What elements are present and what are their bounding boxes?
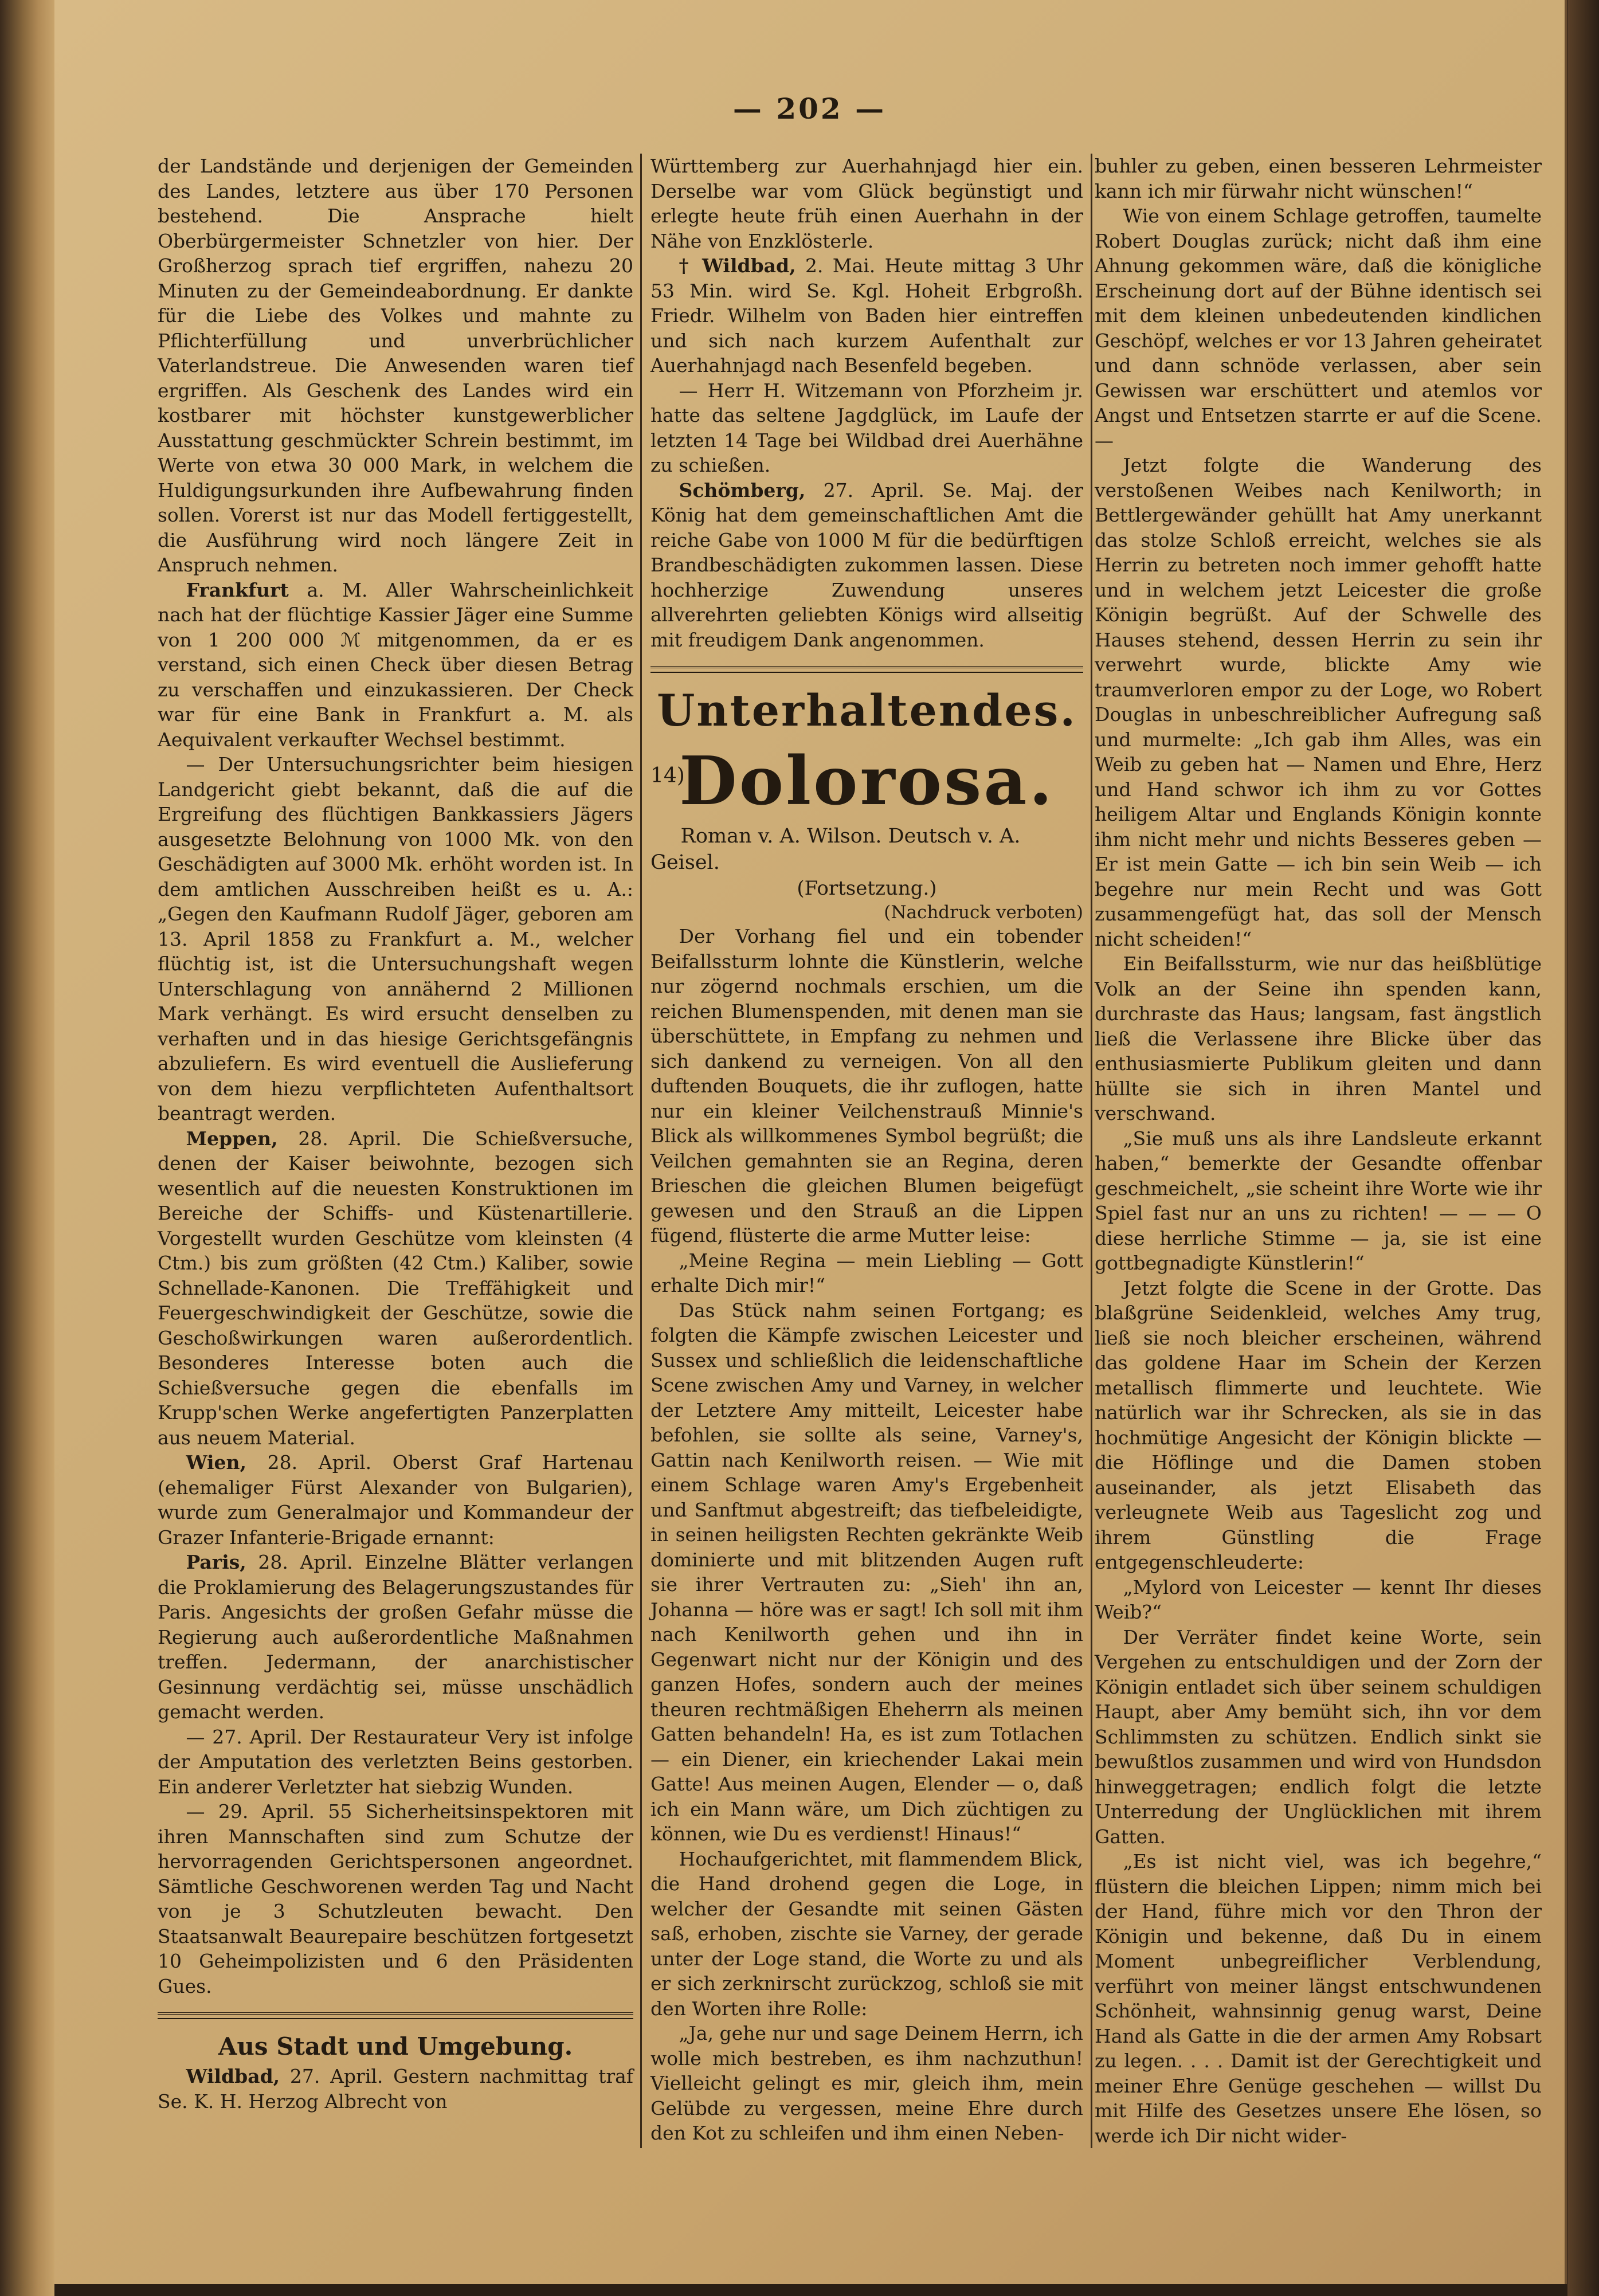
section-rule: [158, 2012, 633, 2019]
article-text: 27. April. Se. Maj. der König hat dem gemeinschaftlichen Amt die reiche Gabe von 1000 M für die bedürftigen Brandbeschädigten zukommen lassen. Diese hochherzige Zuwendung unseres allverehrten geliebten Königs wird allseitig mit freudigem Dank angenommen.: [650, 479, 1083, 651]
dateline-place: Wildbad,: [186, 2065, 280, 2087]
column-right: [1095, 154, 1542, 2148]
story-title-row: [650, 744, 1083, 818]
article-paragraph: — 27. April. Der Restaurateur Very ist infolge der Amputation des verletzten Beins gestorben. Ein anderer Verletzter hat siebzig Wunden.: [158, 1725, 633, 1798]
story-paragraph: Der Verräter findet keine Worte, sein Vergehen zu entschuldigen und der Zorn der Königin entladet sich über seinem schuldigen Haupt, aber Amy bemüht sich, ihn vor dem Schlimmsten zu schützen. Endlich sinkt sie bewußtlos zusammen und wird von Hundsdon hinweggetragen; endlich folgt die letzte Unterredung der Unglücklichen mit ihrem Gatten.: [1095, 1625, 1542, 1848]
article-paragraph: — 29. April. 55 Sicherheitsinspektoren mit ihren Mannschaften sind zum Schutze der hervorragenden Gerichtspersonen angeordnet. Sämtliche Geschworenen werden Tag und Nacht von je 3 Schutzleuten bewacht. Den Staatsanwalt Beaurepaire beschützen fortgesetzt 10 Geheimpolizisten und 6 den Präsidenten Gues.: [158, 1800, 633, 1997]
section-heading-local: Aus Stadt und Umgebung.: [218, 2032, 573, 2060]
article-text: 28. April. Einzelne Blätter verlangen die Proklamierung des Belagerungszustandes für Paris. Angesichts der großen Gefahr müsse die Regierung auch außerordentliche Maßnahmen treffen. Jedermann, der anarchistischer Gesinnung verdächtig sei, müsse unschädlich gemacht werden.: [158, 1551, 633, 1723]
article-paragraph: — Herr H. Witzemann von Pforzheim jr. hatte das seltene Jagdglück, im Laufe der letzten 14 Tage bei Wildbad drei Auerhähne zu schießen.: [650, 379, 1083, 476]
article-meppen: [158, 1126, 633, 1451]
article-paragraph: der Landstände und derjenigen der Gemeinden des Landes, letztere aus über 170 Personen bestehend. Die Ansprache hielt Oberbürgermeister Schnetzler von hier. Der Großherzog sprach tief ergriffen, nahezu 20 Minuten zu der Gemeindeabordnung. Er dankte für die Liebe des Volkes und mahnte zu Pflichterfüllung und unverbrüchlicher Vaterlandstreue. Die Anwesenden waren tief ergriffen. Als Geschenk des Landes wird ein kostbarer mit höchster kunstgewerblicher Ausstattung geschmückter Schrein bestimmt, im Werte von etwa 30 000 Mark, in welchem die Huldigungsurkunden ihre Aufbewahrung finden sollen. Vorerst ist nur das Modell fertiggestellt, die Ausführung wird noch längere Zeit in Anspruch nehmen.: [158, 155, 633, 576]
story-paragraph: buhler zu geben, einen besseren Lehrmeister kann ich mir fürwahr nicht wünschen!“: [1095, 155, 1542, 202]
story-paragraph: Wie von einem Schlage getroffen, taumelte Robert Douglas zurück; nicht daß ihm eine Ahnung gekommen wäre, daß die königliche Erscheinung dort auf der Bühne identisch sei mit dem kleinen unbedeutenden kindlichen Geschöpf, welches er vor 13 Jahren geheiratet und dann schnöde verlassen, aber sein Gewissen war erschüttert und atemlos vor Angst und Entsetzen starrte er auf die Scene. —: [1095, 205, 1542, 452]
dateline-place: Schömberg,: [679, 479, 806, 501]
story-paragraph: Der Vorhang fiel und ein tobender Beifallssturm lohnte die Künstlerin, welche nur zögernd nochmals erschien, um die reichen Blumenspenden, mit denen man sie überschüttete, in Empfang zu nehmen und sich dankend zu verneigen. Von all den duftenden Bouquets, die ihr zuflogen, hatte nur ein kleiner Veilchenstrauß Minnie's Blick als willkommenes Symbol begrüßt; die Veilchen gemahnten sie an Regina, deren Brieschen die gleichen Blumen beigefügt gewesen und den Strauß an die Lippen fügend, flüsterte die arme Mutter leise:: [650, 925, 1083, 1247]
installment-number: 14): [650, 764, 685, 787]
dateline-place: Meppen,: [186, 1127, 278, 1150]
story-continuation: (Fortsetzung.): [797, 877, 937, 900]
story-paragraph: Hochaufgerichtet, mit flammendem Blick, die Hand drohend gegen die Loge, in welcher der Gesandte mit seinen Gästen saß, erhoben, zischte sie Varney, der gerade unter der Loge stand, die Worte zu und als er sich zerknirscht zurückzog, schloß sie mit den Worten ihre Rolle:: [650, 1847, 1083, 2020]
article-text: 28. April. Die Schießversuche, denen der Kaiser beiwohnte, bezogen sich wesentlich auf die neuesten Konstruktionen im Bereiche der Schiffs- und Küstenartillerie. Vorgestellt wurden Geschütze vom kleinsten (4 Ctm.) bis zum größten (42 Ctm.) Kaliber, sowie Schnellade-Kanonen. Die Treffähigkeit und Feuergeschwindigkeit der Geschütze, sowie die Geschoßwirkungen waren außerordentlich. Besonderes Interesse boten auch die Schießversuche gegen die ebenfalls im Krupp'schen Werke angefertigten Panzerplatten aus neuem Material.: [158, 1127, 633, 1449]
section-rule: [650, 666, 1083, 673]
article-text: 28. April. Oberst Graf Hartenau (ehemaliger Fürst Alexander von Bulgarien), wurde zum Generalmajor und Kommandeur der Grazer Infanterie-Brigade ernannt:: [158, 1451, 633, 1549]
dateline-place: Paris,: [186, 1551, 246, 1573]
article-paragraph: Württemberg zur Auerhahnjagd hier ein. Derselbe war vom Glück begünstigt und erlegte heute früh einen Auerhahn in der Nähe von Enzklösterle.: [650, 155, 1083, 252]
article-paris: [158, 1550, 633, 1725]
dateline-place: Wien,: [186, 1451, 246, 1474]
page-edge-shadow: [1567, 0, 1599, 2296]
reprint-notice: (Nachdruck verboten): [884, 902, 1083, 923]
column-left: [158, 154, 633, 2114]
newspaper-page: [54, 0, 1567, 2284]
story-paragraph: „Ja, gehe nur und sage Deinem Herrn, ich wolle mich bestreben, es ihm nachzuthun! Vielleicht gelingt es mir, gleich ihm, mein Gelübde zu vergessen, meine Ehre durch den Kot zu schleifen und ihm einen Neben-: [650, 2022, 1083, 2144]
column-rule-right: [1091, 154, 1092, 2148]
story-paragraph: Das Stück nahm seinen Fortgang; es folgten die Kämpfe zwischen Leicester und Sussex und schließlich die leidenschaftliche Scene zwischen Amy und Varney, in welcher der Letztere Amy mitteilt, Leicester habe befohlen, sie sollte als seine, Varney's, Gattin nach Kenilworth reisen. — Wie mit einem Schlage waren Amy's Ergebenheit und Sanftmut abgestreift; das tiefbeleidigte, in seinen heiligsten Rechten gekränkte Weib dominierte und mit blitzenden Augen ruft sie ihrer Vertrauten zu: „Sieh' ihn an, Johanna — höre was er sagt! Ich soll mit ihm nach Kenilworth gehen und ihn in Gegenwart nicht nur der Königin und des ganzen Hofes, sondern auch der meines theuren rechtmäßigen Eheherrn als meinen Gatten behandeln! Ha, es ist zum Totlachen — ein Diener, ein kriechender Lakai mein Gatte! Aus meinen Augen, Elender — o, daß ich ein Mann wäre, um Dich züchtigen zu können, wie Du es verdienst! Hinaus!“: [650, 1299, 1083, 1845]
article-frankfurt: [158, 578, 633, 753]
dateline-place: † Wildbad,: [679, 254, 796, 277]
dateline-place: Frankfurt: [186, 578, 289, 601]
book-spine-shadow: [0, 0, 54, 2296]
page-number: — 202 —: [732, 92, 887, 126]
feuilleton-heading: Unterhaltendes.: [657, 685, 1077, 736]
article-text: 2. Mai. Heute mittag 3 Uhr 53 Min. wird Se. Kgl. Hoheit Erbgroßh. Friedr. Wilhelm von Baden hier eintreffen und sich nach kurzem Aufenthalt zur Auerhahnjagd nach Besenfeld begeben.: [650, 254, 1083, 377]
article-text: a. M. Aller Wahrscheinlichkeit nach hat der flüchtige Kassier Jäger eine Summe von 1 200 000 ℳ mitgenommen, da er es verstand, sich einen Check über diesen Betrag zu verschaffen und einzukassieren. Der Check war für eine Bank in Frankfurt a. M. als Aequivalent verkaufter Wechsel bestimmt.: [158, 578, 633, 751]
story-paragraph: „Meine Regina — mein Liebling — Gott erhalte Dich mir!“: [650, 1249, 1083, 1296]
story-title: Dolorosa.: [679, 742, 1055, 820]
story-paragraph: „Es ist nicht viel, was ich begehre,“ flüstern die bleichen Lippen; nimm mich bei der Hand, führe mich vor den Thron der Königin und bekenne, daß Du in einem Moment unbegreiflicher Verblendung, verführt von meiner längst entschwundenen Schönheit, wahnsinnig genug warst, Deine Hand als Gatte in die der armen Amy Robsart zu legen. . . . Damit ist der Gerechtigkeit und meiner Ehre Genüge geschehen — willst Du mit Hilfe des Gesetzes unsere Ehe lösen, so werde ich Dir nicht wider-: [1095, 1850, 1542, 2147]
article-schoemberg: [650, 478, 1083, 653]
story-paragraph: „Sie muß uns als ihre Landsleute erkannt haben,“ bemerkte der Gesandte offenbar geschmeichelt, „sie scheint ihre Worte wie ihr Spiel fast nur an uns zu richten! — — — O diese herrliche Stimme — ja, sie ist eine gottbegnadigte Künstlerin!“: [1095, 1127, 1542, 1274]
article-text: 27. April. Gestern nachmittag traf Se. K. H. Herzog Albrecht von: [158, 2065, 633, 2113]
story-byline: Roman v. A. Wilson. Deutsch v. A. Geisel.: [650, 825, 1021, 874]
article-paragraph: — Der Untersuchungsrichter beim hiesigen Landgericht giebt bekannt, daß die auf die Ergreifung des flüchtigen Bankkassiers Jägers ausgesetzte Belohnung von 1000 Mk. von den Geschädigten auf 3000 Mk. erhöht worden ist. In dem amtlichen Ausschreiben heißt es u. A.: „Gegen den Kaufmann Rudolf Jäger, geboren am 13. April 1858 zu Frankfurt a. M., welcher flüchtig ist, ist die Untersuchungshaft wegen Unterschlagung von annähernd 2 Millionen Mark verhängt. Es wird ersucht denselben zu verhaften und in das hiesige Gerichtsgefängnis abzuliefern. Es wird eventuell die Auslieferung von dem hiezu verpflichteten Aufenthaltsort beantragt werden.: [158, 753, 633, 1125]
article-wildbad: [158, 2064, 633, 2114]
article-wildbad-2: [650, 253, 1083, 378]
article-wien: [158, 1450, 633, 1550]
story-paragraph: Ein Beifallssturm, wie nur das heißblütige Volk an der Seine ihn spenden kann, durchraste das Haus; langsam, fast ängstlich ließ die Verlassene ihre Blicke über das enthusiasmierte Publikum gleiten und dann hüllte sie sich in ihren Mantel und verschwand.: [1095, 953, 1542, 1125]
story-paragraph: Jetzt folgte die Wanderung des verstoßenen Weibes nach Kenilworth; in Bettlergewänder gehüllt hat Amy unerkannt das stolze Schloß erreicht, welches sie als Herrin zu betreten noch immer gehofft hatte und in welchem jetzt Leicester die große Königin begrüßt. Auf der Schwelle des Hauses stehend, dessen Herrin zu sein ihr verwehrt wurde, blickte Amy wie traumverloren empor zu der Loge, wo Robert Douglas in unbeschreiblicher Aufregung saß und murmelte: „Ich gab ihm Alles, was ein Weib zu geben hat — Namen und Ehre, Herz und Hand schwor ich ihm zu vor Gottes heiligem Altar und Englands Königin konnte ihm nicht mehr und nichts Besseres geben — Er ist mein Gatte — ich bin sein Weib — ich begehre nur mein Recht und was Gott zusammengefügt hat, das soll der Mensch nicht scheiden!“: [1095, 454, 1542, 950]
column-middle: [650, 154, 1083, 2146]
story-paragraph: „Mylord von Leicester — kennt Ihr dieses Weib?“: [1095, 1576, 1542, 1623]
column-rule-left: [640, 154, 642, 2148]
story-paragraph: Jetzt folgte die Scene in der Grotte. Das blaßgrüne Seidenkleid, welches Amy trug, ließ sie noch bleicher erscheinen, während das goldene Haar im Schein der Kerzen metallisch flimmerte und leuchtete. Wie natürlich war ihr Schrecken, als sie in das hochmütige Angesicht der Königin blickte — die Höflinge und die Damen stoben auseinander, als jetzt Elisabeth das verleugnete Weib aus Tageslicht zog und ihrem Günstling die Frage entgegenschleuderte:: [1095, 1276, 1542, 1573]
